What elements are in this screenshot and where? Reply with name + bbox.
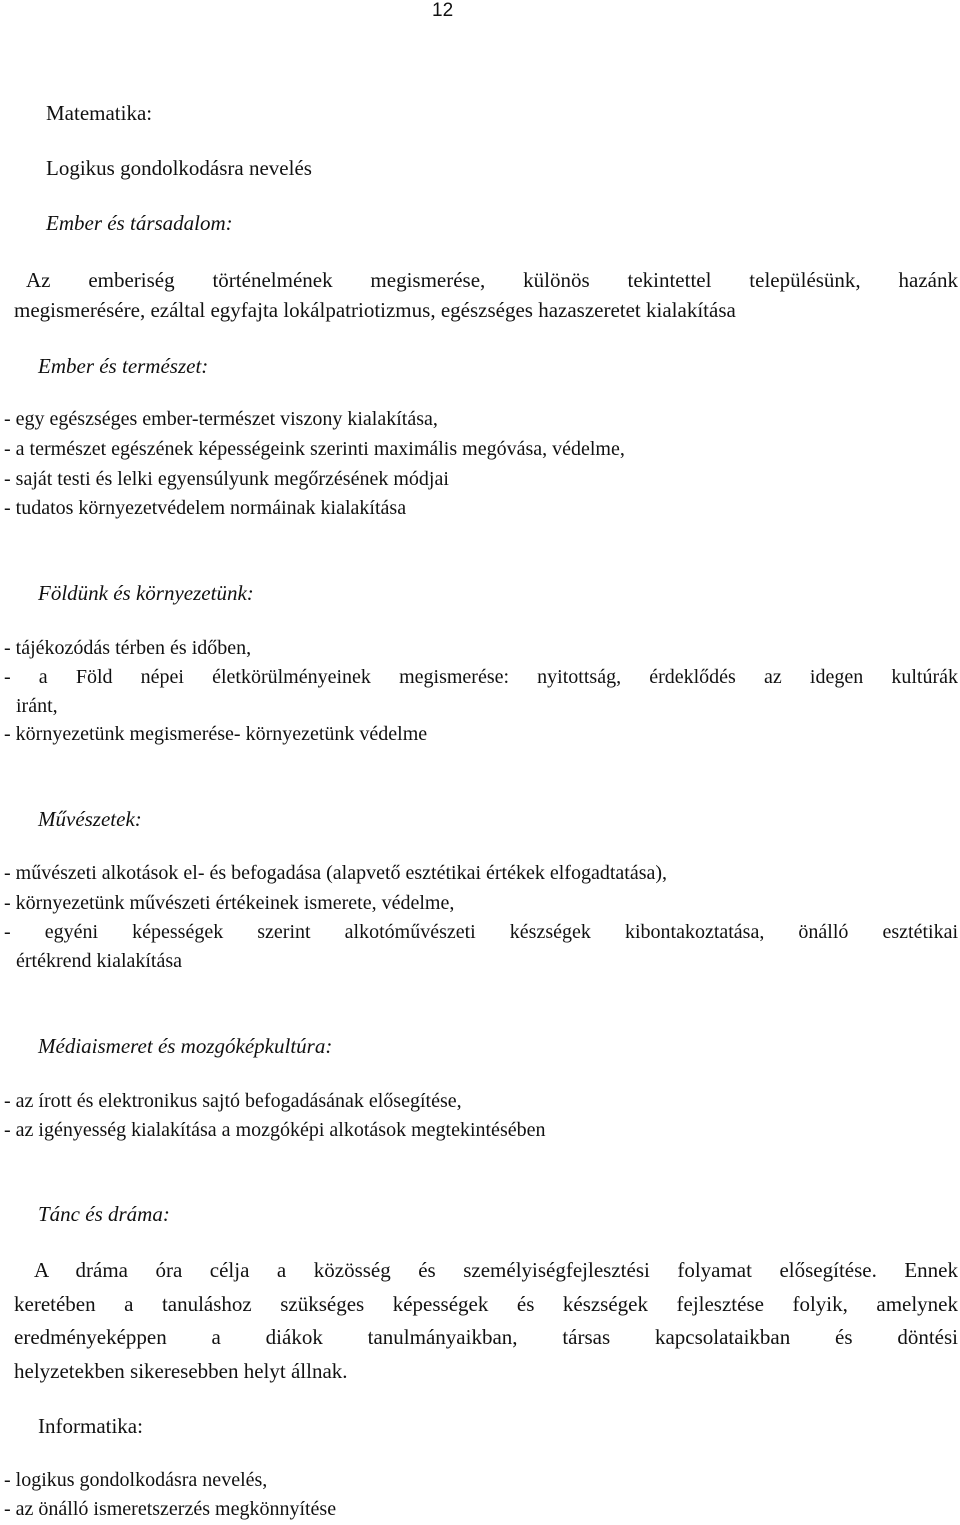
heading-tanc-es-drama: Tánc és dráma: xyxy=(38,1202,170,1226)
foldunk-item-2: - a Föld népei életkörülményeinek megismerése: nyitottság, érdeklődés az idegen kultúrák xyxy=(4,666,958,688)
informatika-item-1: - logikus gondolkodásra nevelés, xyxy=(4,1469,268,1491)
media-item-1: - az írott és elektronikus sajtó befogadásának elősegítése, xyxy=(4,1090,462,1112)
heading-informatika: Informatika: xyxy=(38,1414,143,1438)
muveszetek-item-3-cont: értékrend kialakítása xyxy=(16,950,183,972)
muveszetek-item-2: - környezetünk művészeti értékeinek ismerete, védelme, xyxy=(4,892,455,914)
matematika-line: Logikus gondolkodásra nevelés xyxy=(46,156,312,180)
foldunk-item-1: - tájékozódás térben és időben, xyxy=(4,637,252,659)
ember-tarsadalom-line-2: megismerésére, ezáltal egyfajta lokálpatriotizmus, egészséges hazaszeretet kialakítása xyxy=(14,298,736,322)
heading-muveszetek: Művészetek: xyxy=(38,807,142,831)
page-number: 12 xyxy=(432,0,454,21)
ember-termeszet-item-4: - tudatos környezetvédelem normáinak kialakítása xyxy=(4,497,407,519)
tanc-paragraph-line-2: keretében a tanuláshoz szükséges képességek és készségek fejlesztése folyik, amelynek xyxy=(14,1292,958,1316)
heading-mediaismeret: Médiaismeret és mozgóképkultúra: xyxy=(38,1034,333,1058)
muveszetek-item-1: - művészeti alkotások el- és befogadása (alapvető esztétikai értékek elfogadtatása), xyxy=(4,862,668,884)
media-item-2: - az igényesség kialakítása a mozgóképi alkotások megtekintésében xyxy=(4,1119,546,1141)
heading-foldunk-es-kornyezetunk: Földünk és környezetünk: xyxy=(38,581,254,605)
ember-tarsadalom-line-1: Az emberiség történelmének megismerése, különös tekintettel településünk, hazánk xyxy=(26,268,958,292)
heading-ember-es-termeszet: Ember és természet: xyxy=(38,354,209,378)
tanc-paragraph-line-1: A dráma óra célja a közösség és személyiségfejlesztési folyamat elősegítése. Ennek xyxy=(34,1258,958,1282)
muveszetek-item-3: - egyéni képességek szerint alkotóművészeti készségek kibontakoztatása, önálló esztétikai xyxy=(4,921,958,943)
heading-matematika: Matematika: xyxy=(46,101,153,125)
foldunk-item-3: - környezetünk megismerése- környezetünk védelme xyxy=(4,723,428,745)
informatika-item-2: - az önálló ismeretszerzés megkönnyítése xyxy=(4,1498,337,1520)
foldunk-item-2-cont: iránt, xyxy=(16,695,58,717)
ember-termeszet-item-3: - saját testi és lelki egyensúlyunk megőrzésének módjai xyxy=(4,468,449,490)
tanc-paragraph-line-4: helyzetekben sikeresebben helyt állnak. xyxy=(14,1359,348,1383)
ember-termeszet-item-1: - egy egészséges ember-természet viszony kialakítása, xyxy=(4,408,438,430)
tanc-paragraph-line-3: eredményeképpen a diákok tanulmányaikban, társas kapcsolataikban és döntési xyxy=(14,1325,958,1349)
heading-ember-es-tarsadalom: Ember és társadalom: xyxy=(46,211,233,235)
ember-termeszet-item-2: - a természet egészének képességeink szerinti maximális megóvása, védelme, xyxy=(4,438,625,460)
